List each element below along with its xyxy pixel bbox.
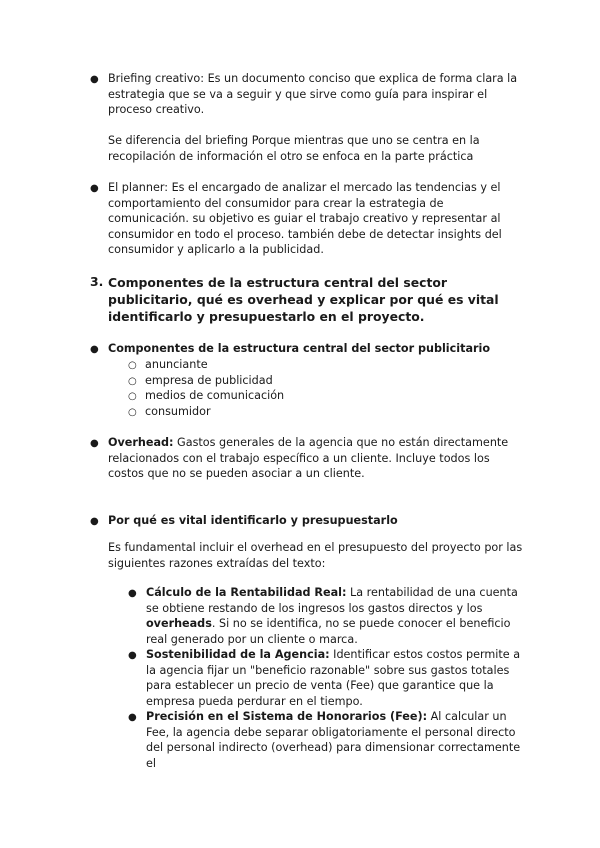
reason-bold-word: overheads xyxy=(146,617,212,631)
overhead-definition: Gastos generales de la agencia que no están directamente relacionados con el trabajo específico a un cliente. Incluye todos los costos que no se pueden asociar a un cliente. xyxy=(108,436,509,481)
section-number: 3. xyxy=(90,274,104,289)
bullet-icon: ● xyxy=(128,588,137,599)
briefing-difference-paragraph: Se diferencia del briefing Porque mientras que uno se centra en la recopilación de información el otro se enfoca en la parte práctica xyxy=(108,134,480,163)
overhead-label: Overhead: xyxy=(108,436,174,449)
bullet-icon: ● xyxy=(90,516,99,527)
why-title: Por qué es vital identificarlo y presupuestarlo xyxy=(108,514,398,527)
reason-text: Identificar estos costos permite a la agencia fijar un "beneficio razonable" sobre sus gastos totales para establecer un precio de venta (Fee) que garantice que la empresa pueda perdurar en el tiempo. xyxy=(146,648,521,708)
components-title: Componentes de la estructura central del sector publicitario xyxy=(108,342,491,355)
component-item: anunciante xyxy=(145,358,208,371)
component-item: medios de comunicación xyxy=(145,389,285,402)
reason-text: La rentabilidad de una cuenta se obtiene restando de los ingresos los gastos directos y los xyxy=(146,586,518,615)
briefing-paragraph: Briefing creativo: Es un documento conciso que explica de forma clara la estrategia que se va a seguir y que sirve como guía para inspirar el proceso creativo. xyxy=(108,72,518,117)
reason-sostenibilidad xyxy=(146,647,526,709)
reason-text: . Si no se identifica, no se puede conocer el beneficio real generado por un cliente o marca. xyxy=(146,617,511,646)
section-heading: Componentes de la estructura central del sector publicitario, qué es overhead y explicar por qué es vital identificarlo y presupuestarlo en el proyecto. xyxy=(108,275,499,324)
reason-honorarios xyxy=(146,709,526,771)
bullet-icon: ● xyxy=(90,74,99,85)
bullet-icon: ● xyxy=(128,712,137,723)
reason-label: Cálculo de la Rentabilidad Real: xyxy=(146,586,347,599)
sub-bullet-icon: ○ xyxy=(128,376,137,387)
overhead-paragraph xyxy=(108,435,528,482)
sub-bullet-icon: ○ xyxy=(128,407,137,418)
why-intro: Es fundamental incluir el overhead en el presupuesto del proyecto por las siguientes razones extraídas del texto: xyxy=(108,541,523,570)
reason-label: Precisión en el Sistema de Honorarios (Fee): xyxy=(146,710,428,723)
component-item: empresa de publicidad xyxy=(145,374,273,387)
reason-text: Al calcular un Fee, la agencia debe separar obligatoriamente el personal directo del personal indirecto (overhead) para dimensionar correctamente el xyxy=(146,710,521,770)
reason-label: Sostenibilidad de la Agencia: xyxy=(146,648,330,661)
bullet-icon: ● xyxy=(90,438,99,449)
sub-bullet-icon: ○ xyxy=(128,360,137,371)
bullet-icon: ● xyxy=(128,650,137,661)
reason-rentabilidad xyxy=(146,585,526,647)
planner-paragraph: El planner: Es el encargado de analizar el mercado las tendencias y el comportamiento del consumidor para crear la estrategia de comunicación. su objetivo es guiar el trabajo creativo y representar al consumidor en todo el proceso. también debe de detectar insights del consumidor y aplicarlo a la publicidad. xyxy=(108,181,502,257)
sub-bullet-icon: ○ xyxy=(128,391,137,402)
bullet-icon: ● xyxy=(90,183,99,194)
bullet-icon: ● xyxy=(90,344,99,355)
component-item: consumidor xyxy=(145,405,211,418)
